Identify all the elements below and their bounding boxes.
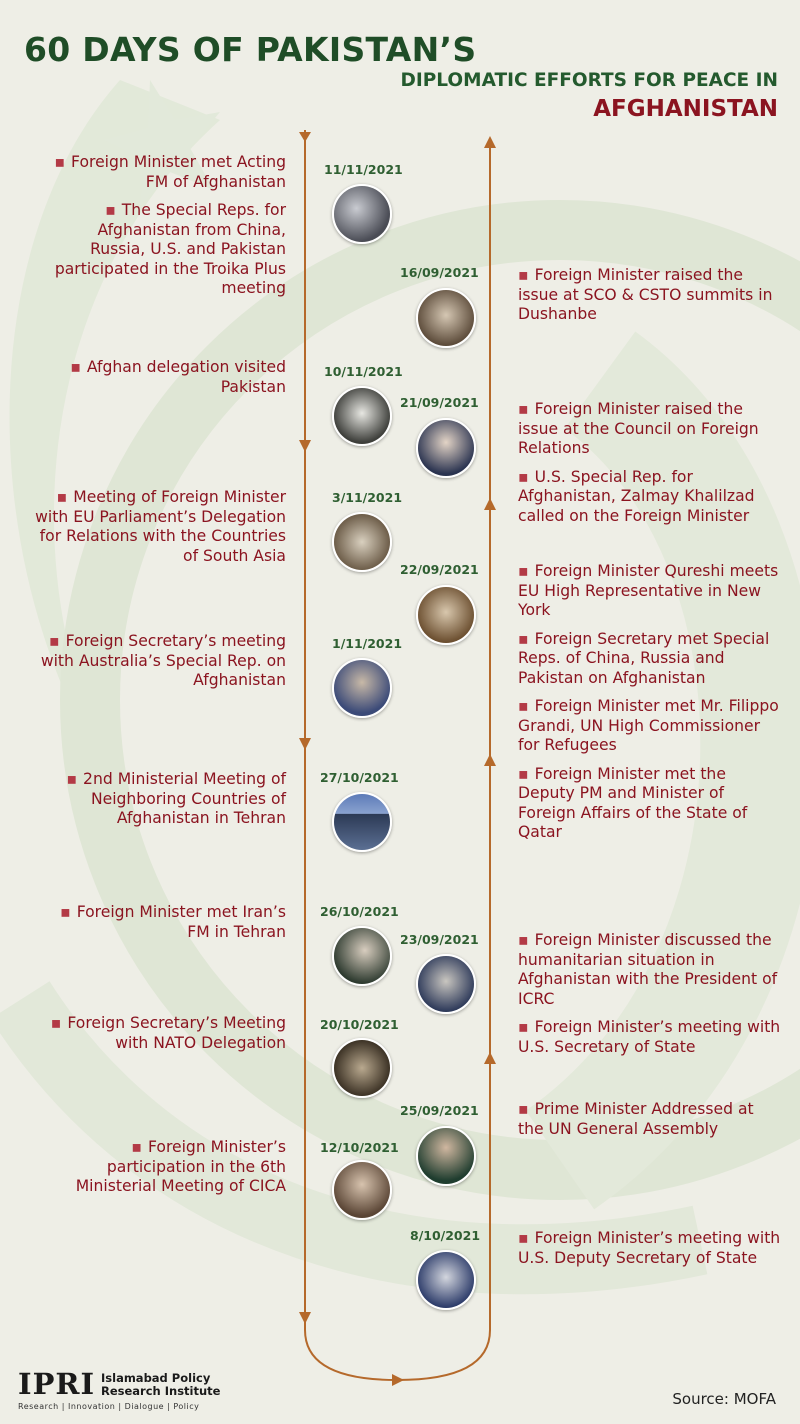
right-arrow-marker — [484, 1052, 496, 1064]
event-date: 26/10/2021 — [320, 904, 399, 919]
bullet-icon: ▪ — [70, 358, 81, 376]
event-item: ▪ Foreign Minister’s meeting with U.S. Secretary of State — [518, 1018, 781, 1056]
event-photo — [332, 658, 392, 718]
event-photo — [416, 585, 476, 645]
right-arrow-marker — [484, 498, 496, 510]
timeline-event — [40, 1138, 286, 1206]
timeline-event — [40, 903, 286, 951]
bullet-icon: ▪ — [518, 467, 529, 486]
event-photo — [416, 954, 476, 1014]
page-title-accent: AFGHANISTAN — [593, 96, 778, 122]
event-date: 22/09/2021 — [400, 562, 479, 577]
bullet-icon: ▪ — [518, 400, 529, 418]
bullet-icon: ▪ — [131, 1138, 142, 1156]
event-photo — [332, 386, 392, 446]
source-note: Source: MOFA — [672, 1390, 776, 1408]
event-item: ▪ Foreign Minister met Acting FM of Afghanistan — [54, 153, 286, 191]
left-arrow-marker — [299, 440, 311, 452]
right-arrow-marker — [484, 136, 496, 148]
event-photo — [332, 792, 392, 852]
event-photo — [332, 1038, 392, 1098]
timeline-event — [30, 488, 286, 575]
timeline-event — [518, 1229, 784, 1277]
bullet-icon: ▪ — [518, 1018, 529, 1036]
bullet-icon: ▪ — [56, 488, 68, 506]
event-item: ▪ Afghan delegation visited Pakistan — [70, 358, 286, 396]
bottom-arrow-marker — [392, 1374, 404, 1386]
event-date: 23/09/2021 — [400, 932, 479, 947]
bullet-icon: ▪ — [518, 1229, 529, 1247]
event-item: ▪ Foreign Minister met Iran’s FM in Tehran — [60, 903, 286, 941]
event-date: 10/11/2021 — [324, 364, 403, 379]
event-item: ▪ Foreign Secretary’s meeting with Australia’s Special Rep. on Afghanistan — [40, 632, 286, 689]
event-date: 12/10/2021 — [320, 1140, 399, 1155]
event-date: 8/10/2021 — [410, 1228, 481, 1243]
logo-name: Islamabad Policy Research Institute — [101, 1371, 221, 1398]
event-date: 25/09/2021 — [400, 1103, 479, 1118]
timeline-event — [518, 931, 784, 1066]
timeline-bottom-curve — [305, 1330, 490, 1380]
bullet-icon: ▪ — [49, 632, 60, 650]
event-item: ▪ Foreign Minister met Mr. Filippo Grandi, UN High Commissioner for Refugees — [518, 697, 779, 754]
timeline-event — [40, 153, 286, 308]
bullet-icon: ▪ — [518, 764, 529, 783]
timeline-event — [40, 632, 286, 700]
bullet-icon: ▪ — [518, 697, 529, 715]
event-item: ▪ Foreign Secretary met Special Reps. of China, Russia and Pakistan on Afghanistan — [518, 629, 770, 687]
bullet-icon: ▪ — [50, 1014, 62, 1032]
left-arrow-marker — [299, 1312, 311, 1324]
event-item: ▪ Foreign Minister met the Deputy PM and Minister of Foreign Affairs of the State of Qatar — [518, 764, 748, 841]
page-subtitle: DIPLOMATIC EFFORTS FOR PEACE IN — [400, 70, 778, 91]
event-photo — [416, 288, 476, 348]
event-item: ▪ Foreign Minister’s participation in the 6th Ministerial Meeting of CICA — [75, 1138, 286, 1195]
event-date: 11/11/2021 — [324, 162, 403, 177]
logo-tagline: Research | Innovation | Dialogue | Policy — [18, 1402, 200, 1411]
event-date: 21/09/2021 — [400, 395, 479, 410]
event-item: ▪ Foreign Minister raised the issue at SCO & CSTO summits in Dushanbe — [518, 266, 773, 323]
event-item: ▪ The Special Reps. for Afghanistan from China, Russia, U.S. and Pakistan participated in the Troika Plus meeting — [54, 201, 286, 297]
event-date: 16/09/2021 — [400, 265, 479, 280]
event-photo — [332, 926, 392, 986]
left-arrow-marker — [299, 738, 311, 750]
timeline-event — [30, 1014, 286, 1062]
timeline-event — [40, 358, 286, 406]
bullet-icon: ▪ — [518, 562, 529, 580]
event-item: ▪ Foreign Secretary’s Meeting with NATO Delegation — [50, 1014, 286, 1052]
event-photo — [332, 184, 392, 244]
event-date: 27/10/2021 — [320, 770, 399, 785]
event-item: ▪ Meeting of Foreign Minister with EU Parliament’s Delegation for Relations with the Countries of South Asia — [35, 488, 286, 565]
event-item: ▪ Prime Minister Addressed at the UN General Assembly — [518, 1100, 754, 1138]
event-item: ▪ Foreign Minister raised the issue at the Council on Foreign Relations — [518, 400, 759, 457]
event-item: ▪ Foreign Minister discussed the humanitarian situation in Afghanistan with the President of ICRC — [518, 931, 778, 1008]
event-item: ▪ Foreign Minister’s meeting with U.S. Deputy Secretary of State — [518, 1229, 781, 1267]
timeline-event — [40, 770, 286, 838]
timeline-event — [518, 266, 780, 334]
event-photo — [416, 1250, 476, 1310]
right-arrow-marker — [484, 754, 496, 766]
timeline-event — [518, 1100, 784, 1148]
page-title: 60 DAYS OF PAKISTAN’S — [24, 30, 477, 69]
bullet-icon: ▪ — [60, 903, 71, 921]
bullet-icon: ▪ — [54, 153, 66, 171]
event-item: ▪ Foreign Minister Qureshi meets EU High Representative in New York — [518, 562, 779, 619]
event-date: 3/11/2021 — [332, 490, 403, 505]
event-date: 20/10/2021 — [320, 1017, 399, 1032]
event-photo — [416, 418, 476, 478]
event-item: ▪ 2nd Ministerial Meeting of Neighboring Countries of Afghanistan in Tehran — [66, 770, 286, 827]
bullet-icon: ▪ — [105, 201, 116, 219]
bullet-icon: ▪ — [518, 629, 529, 648]
bullet-icon: ▪ — [518, 266, 529, 284]
event-photo — [332, 1160, 392, 1220]
event-date: 1/11/2021 — [332, 636, 403, 651]
logo-mark: IPRI — [18, 1367, 96, 1401]
timeline-event — [518, 562, 784, 852]
bullet-icon: ▪ — [518, 931, 529, 949]
timeline-event — [518, 400, 780, 535]
bullet-icon: ▪ — [518, 1100, 529, 1118]
left-arrow-marker — [299, 132, 311, 142]
event-photo — [332, 512, 392, 572]
event-photo — [416, 1126, 476, 1186]
event-item: ▪ U.S. Special Rep. for Afghanistan, Zalmay Khalilzad called on the Foreign Minister — [518, 467, 755, 525]
bullet-icon: ▪ — [66, 770, 78, 788]
